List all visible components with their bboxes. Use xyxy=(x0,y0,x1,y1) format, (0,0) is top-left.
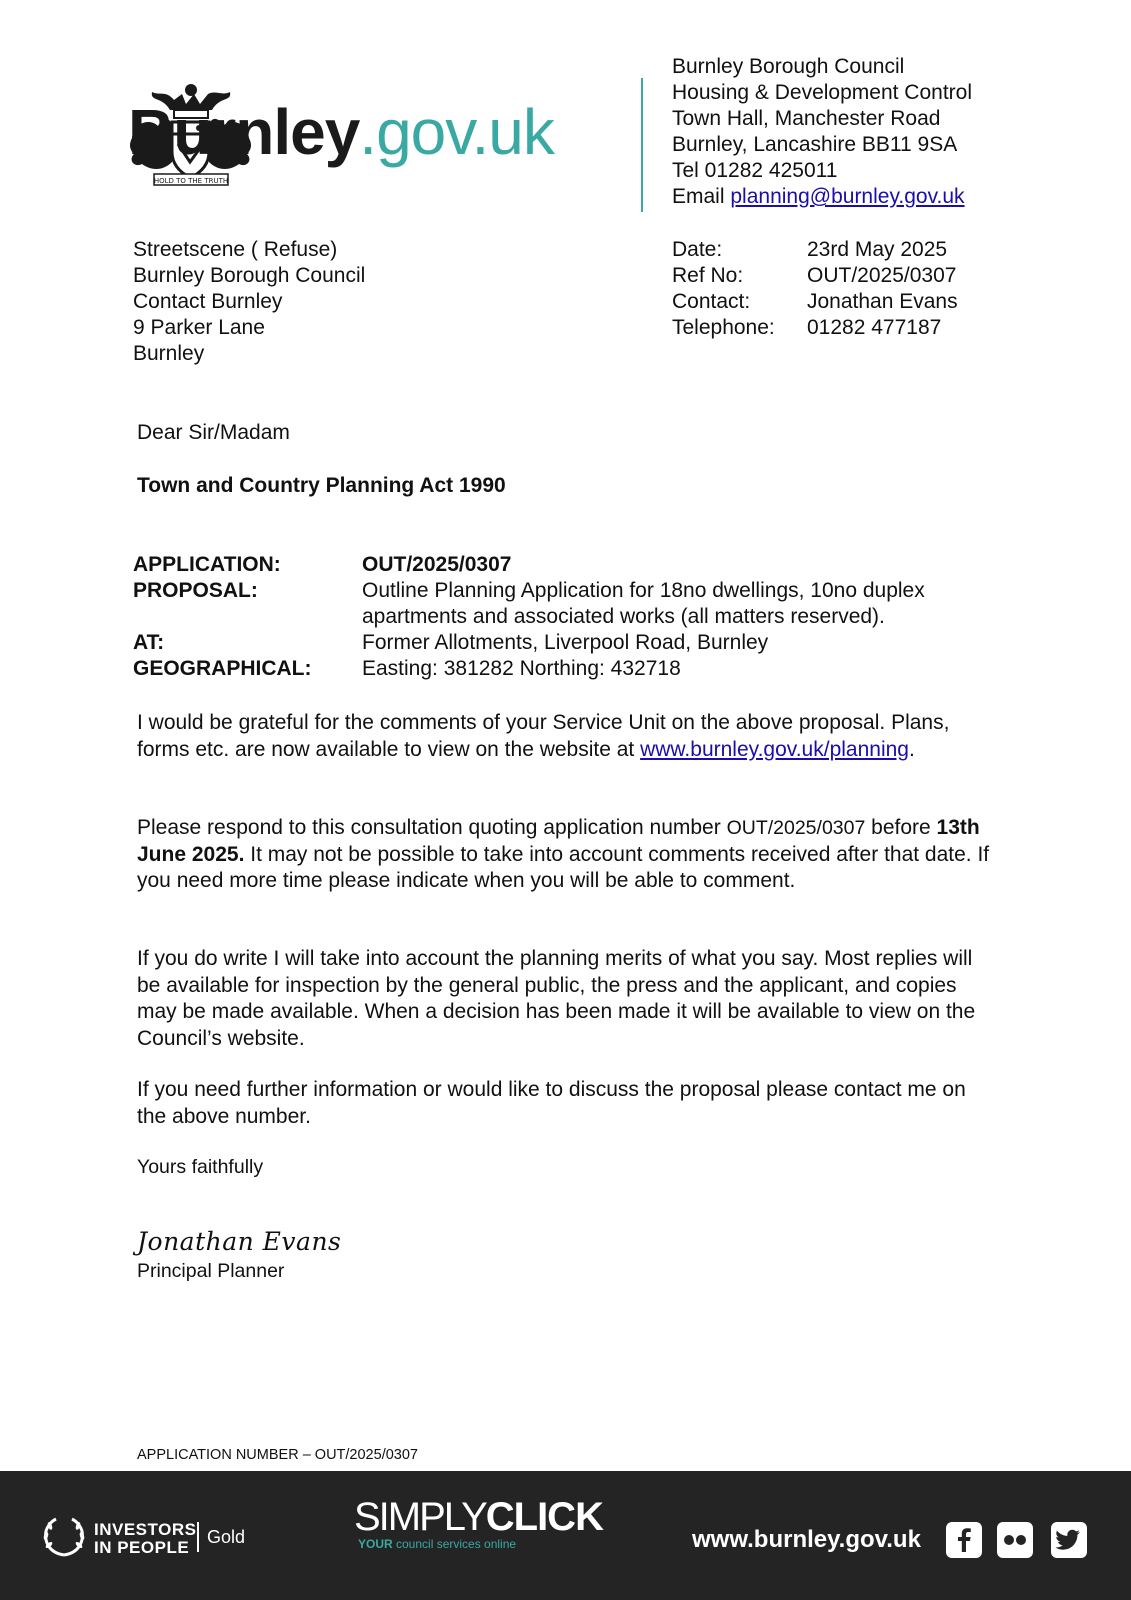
geographical-row xyxy=(133,656,982,682)
meta-row xyxy=(672,289,958,315)
application-label: APPLICATION: xyxy=(133,553,281,576)
brand-bold: Burnley xyxy=(128,96,360,168)
simply-text: SIMPLY xyxy=(354,1495,486,1539)
email-label: Email xyxy=(672,185,725,208)
email-line xyxy=(672,184,972,210)
signatory-role: Principal Planner xyxy=(137,1260,285,1282)
brand-wordmark xyxy=(128,96,554,168)
closing: Yours faithfully xyxy=(137,1156,264,1178)
application-details xyxy=(133,552,982,682)
click-text: CLICK xyxy=(485,1495,603,1539)
council-address xyxy=(672,54,972,210)
application-value: OUT/2025/0307 xyxy=(362,553,512,576)
recipient-line: Streetscene ( Refuse) xyxy=(133,238,338,261)
signature: Jonathan Evans xyxy=(137,1227,342,1256)
facebook-icon[interactable] xyxy=(946,1522,982,1558)
application-ref: OUT/2025/0307 xyxy=(726,817,866,839)
at-value: Former Allotments, Liverpool Road, Burnley xyxy=(362,631,769,654)
laurel-wreath-icon xyxy=(40,1515,88,1559)
deadline-date: 13th June 2025. xyxy=(137,816,980,866)
address-line: Tel 01282 425011 xyxy=(672,159,838,182)
address-line: Burnley, Lancashire BB11 9SA xyxy=(672,133,958,156)
recipient-line: Burnley xyxy=(133,342,205,365)
paragraph-merits: If you do write I will take into account the planning merits of what you say. Most replies will be available for inspection by the general public, the press and the applicant, and copies may be made available. When a decision has been made it will be available to view on the Council’s website. xyxy=(137,947,976,1050)
meta-row xyxy=(672,263,958,289)
address-line: Housing & Development Control xyxy=(672,81,972,104)
letter-meta xyxy=(672,237,958,341)
paragraph-text: Please respond to this consultation quoting application number xyxy=(137,816,727,839)
meta-row xyxy=(672,315,958,341)
recipient-address xyxy=(133,237,365,367)
planning-website-link[interactable]: www.burnley.gov.uk/planning xyxy=(640,737,909,761)
meta-value: Jonathan Evans xyxy=(807,290,958,313)
meta-value: 23rd May 2025 xyxy=(807,238,948,261)
paragraph-text: before xyxy=(865,816,937,839)
flickr-icon[interactable] xyxy=(997,1522,1033,1558)
paragraph-respond xyxy=(137,815,997,895)
tagline-rest: council services online xyxy=(392,1537,517,1551)
simply-click-logo xyxy=(354,1497,603,1551)
footer-application-number: APPLICATION NUMBER – OUT/2025/0307 xyxy=(137,1447,418,1463)
application-row xyxy=(133,552,982,578)
tagline-your: YOUR xyxy=(358,1537,393,1551)
iip-name xyxy=(94,1521,196,1557)
meta-row xyxy=(672,237,958,263)
twitter-icon[interactable] xyxy=(1051,1522,1087,1558)
proposal-label: PROPOSAL: xyxy=(133,579,258,602)
meta-label: Telephone: xyxy=(672,316,775,339)
meta-label: Date: xyxy=(672,238,723,261)
investors-in-people-badge xyxy=(40,1515,246,1564)
at-row xyxy=(133,630,982,656)
paragraph-comments-request xyxy=(137,710,997,763)
iip-level: Gold xyxy=(197,1522,245,1552)
act-heading: Town and Country Planning Act 1990 xyxy=(137,474,506,497)
at-label: AT: xyxy=(133,631,165,654)
recipient-line: Contact Burnley xyxy=(133,290,283,313)
meta-value: OUT/2025/0307 xyxy=(807,264,957,287)
meta-label: Contact: xyxy=(672,290,751,313)
simply-click-tagline xyxy=(358,1537,603,1551)
header-divider xyxy=(641,78,643,212)
email-link[interactable]: planning@burnley.gov.uk xyxy=(730,185,965,208)
motto-text: HOLD TO THE TRUTH xyxy=(153,177,229,185)
salutation: Dear Sir/Madam xyxy=(137,421,290,444)
address-line: Town Hall, Manchester Road xyxy=(672,107,941,130)
simply-click-wordmark xyxy=(354,1497,603,1537)
paragraph-contact: If you need further information or would like to discuss the proposal please contact me on the above number. xyxy=(137,1078,966,1128)
geographical-value: Easting: 381282 Northing: 432718 xyxy=(362,657,681,680)
proposal-row xyxy=(133,578,982,630)
meta-value: 01282 477187 xyxy=(807,316,942,339)
iip-line: IN PEOPLE xyxy=(94,1538,190,1557)
paragraph-text: It may not be possible to take into account comments received after that date. If you need more time please indicate when you will be able to comment. xyxy=(137,842,990,892)
recipient-line: 9 Parker Lane xyxy=(133,316,265,339)
geographical-label: GEOGRAPHICAL: xyxy=(133,657,312,680)
proposal-value: Outline Planning Application for 18no dwellings, 10no duplex apartments and associated works (all matters reserved). xyxy=(362,579,925,628)
address-line: Burnley Borough Council xyxy=(672,55,905,78)
footer-website[interactable]: www.burnley.gov.uk xyxy=(692,1526,921,1553)
paragraph-text: . xyxy=(908,737,915,761)
brand-domain: .gov.uk xyxy=(359,96,554,168)
paragraph-text: I would be grateful for the comments of your Service Unit on the above proposal. Plans, forms etc. are now available to view on the website at xyxy=(137,711,950,761)
meta-label: Ref No: xyxy=(672,264,744,287)
iip-line: INVESTORS xyxy=(94,1520,197,1539)
recipient-line: Burnley Borough Council xyxy=(133,264,366,287)
